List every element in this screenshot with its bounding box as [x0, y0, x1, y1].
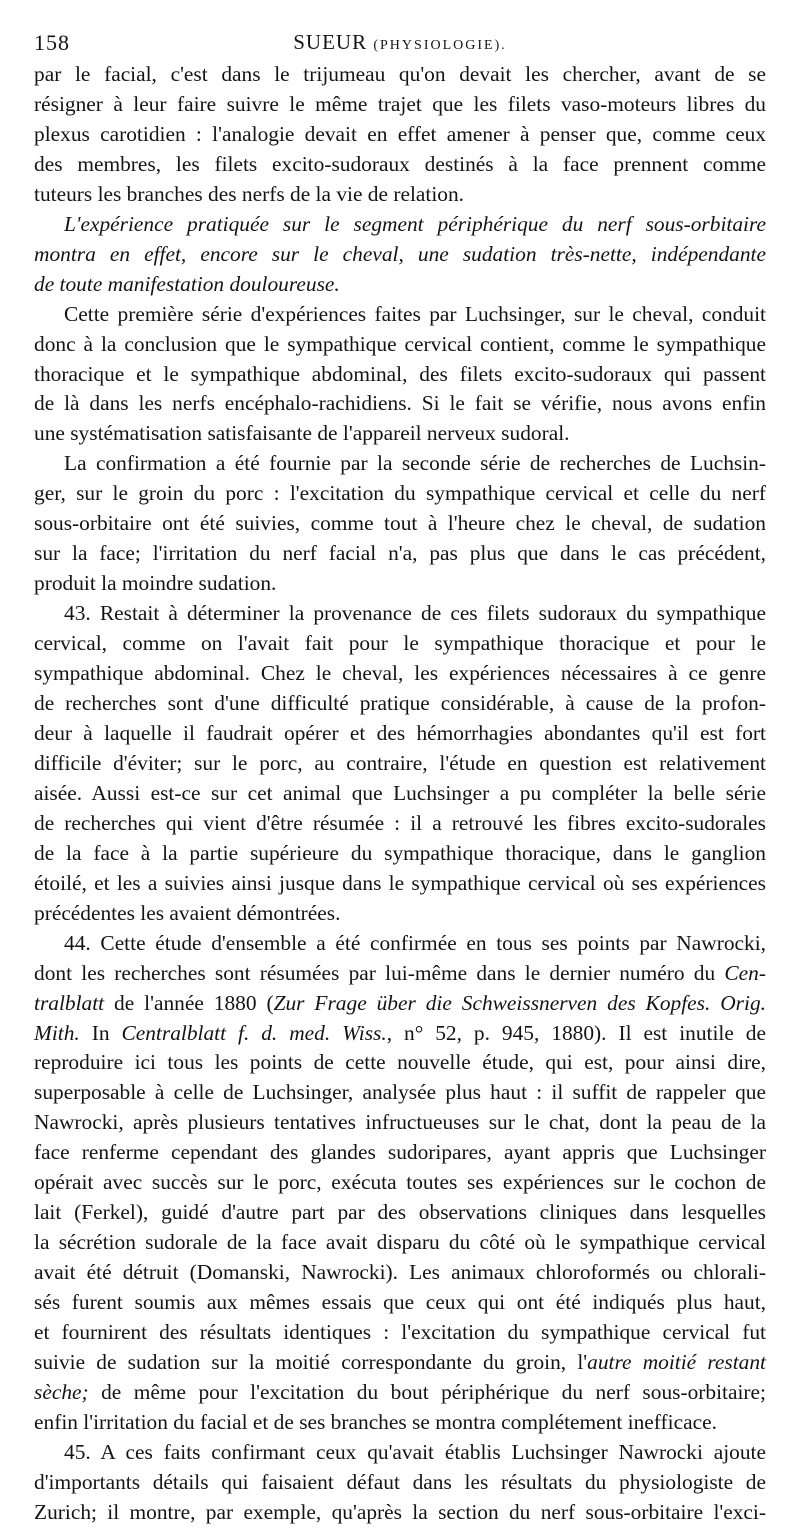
text-line: deur à laquelle il faudrait opérer et des hémorrhagies abondantes qu'il est fort: [34, 720, 766, 745]
paragraph-number: 45.: [64, 1439, 91, 1464]
text-span: Restait à déterminer la provenance de ces filets sudoraux du sympathique: [99, 601, 766, 626]
text-line: opérait avec succès sur le porc, exécuta toutes ses expériences sur le cochon de: [34, 1170, 766, 1195]
running-head-author: SUEUR: [293, 30, 368, 54]
text-span: de même pour l'excitation du bout périphérique du nerf sous-orbitaire;: [88, 1379, 766, 1404]
text-line: de recherches qui vient d'être résumée : il a retrouvé les fibres excito-sudorales: [34, 810, 766, 835]
text-line: résigner à leur faire suivre le même trajet que les filets vaso-moteurs libres du: [34, 91, 766, 116]
text-span: , n° 52, p. 945, 1880). Il est inutile de: [386, 1020, 766, 1045]
text-line: de toute manifestation douloureuse.: [34, 271, 340, 296]
paragraph-continuation: [34, 60, 766, 210]
text-line: [34, 959, 766, 989]
text-line: L'expérience pratiquée sur le segment périphérique du nerf sous-orbitaire: [64, 211, 766, 236]
text-line: aisée. Aussi est-ce sur cet animal que Luchsinger a pu compléter la belle série: [34, 780, 766, 805]
text-line: difficile d'éviter; sur le porc, au contraire, l'étude en question est relativement: [34, 750, 766, 775]
text-line: de là dans les nerfs encéphalo-rachidiens. Si le fait se vérifie, nous avons enfin: [34, 391, 766, 416]
paragraph-italic-experiment: [34, 210, 766, 300]
text-line: avait été détruit (Domanski, Nawrocki). Les animaux chloroformés ou chlorali-: [34, 1260, 766, 1285]
text-line: la sécrétion sudorale de la face avait disparu du côté où le sympathique cervical: [34, 1230, 766, 1255]
text-line: sous-orbitaire ont été suivies, comme tout à l'heure chez le cheval, de sudation: [34, 511, 766, 536]
text-span: de l'année 1880 (: [104, 990, 274, 1015]
text-line: [34, 599, 766, 629]
text-line: des membres, les filets excito-sudoraux destinés à la face prennent comme: [34, 151, 766, 176]
text-span: In: [79, 1020, 122, 1045]
text-line: ger, sur le groin du porc : l'excitation du sympathique cervical et celle du nerf: [34, 481, 766, 506]
text-line: produit la moindre sudation.: [34, 571, 277, 596]
text-line: de recherches sont d'une difficulté pratique considérable, à cause de la profon-: [34, 691, 766, 716]
italic-span: tralblatt: [34, 990, 105, 1015]
text-line: [34, 929, 766, 959]
italic-span: sèche;: [34, 1379, 89, 1404]
text-line: d'importants détails qui faisaient défaut dans les résultats du physiologiste de: [34, 1469, 766, 1494]
running-head: [34, 30, 766, 55]
text-line: reproduire ici tous les points de cette nouvelle étude, qui est, pour ainsi dire,: [34, 1050, 766, 1075]
text-line: sympathique abdominal. Chez le cheval, les expériences nécessaires à ce genre: [34, 661, 766, 686]
text-line: [34, 1378, 766, 1408]
text-line: sés furent soumis aux mêmes essais que ceux qui ont été indiqués plus haut,: [34, 1290, 766, 1315]
text-line: une systématisation satisfaisante de l'appareil nerveux sudoral.: [34, 421, 570, 446]
page-header: [34, 24, 766, 60]
text-line: Nawrocki, après plusieurs tentatives infructueuses sur le chat, dont la peau de la: [34, 1110, 766, 1135]
text-line: précédentes les avaient démontrées.: [34, 900, 341, 925]
text-line: superposable à celle de Luchsinger, analysée plus haut : il suffit de rappeler que: [34, 1080, 766, 1105]
citation-title: Zur Frage über die Schweissnerven des Kopfes. Orig.: [273, 990, 766, 1015]
text-line: thoracique et le sympathique abdominal, des filets excito-sudoraux qui passent: [34, 361, 766, 386]
text-line: tuteurs les branches des nerfs de la vie de relation.: [34, 181, 465, 206]
text-line: enfin l'irritation du facial et de ses branches se montra complétement inefficace.: [34, 1409, 717, 1434]
text-line: sur la face; l'irritation du nerf facial n'a, pas plus que dans le cas précédent,: [34, 541, 766, 566]
text-span: A ces faits confirmant ceux qu'avait établis Luchsinger Nawrocki ajoute: [100, 1439, 766, 1464]
journal-title: Centralblatt f. d. med. Wiss.: [121, 1020, 387, 1045]
paragraph-confirmation: [34, 449, 766, 599]
text-line: et fournirent des résultats identiques : l'excitation du sympathique cervical fut: [34, 1320, 766, 1345]
text-line: lait (Ferkel), guidé d'autre part par des observations cliniques dans lesquelles: [34, 1200, 766, 1225]
text-span: dont les recherches sont résumées par lui-même dans le dernier numéro du: [34, 960, 725, 985]
text-line: [34, 1348, 766, 1378]
text-line: par le facial, c'est dans le trijumeau qu'on devait les chercher, avant de se: [34, 62, 766, 86]
paragraph-43: [34, 599, 766, 928]
italic-span: autre moitié restant: [587, 1349, 766, 1374]
text-line: plexus carotidien : l'analogie devait en effet amener à penser que, comme ceux: [34, 121, 766, 146]
running-head-section: (PHYSIOLOGIE).: [373, 38, 507, 53]
text-line: [34, 1438, 766, 1468]
paragraph-number: 43.: [64, 601, 91, 626]
paragraph-44: [34, 929, 766, 1438]
paragraph-45: [34, 1438, 766, 1528]
text-line: face renferme cependant des glandes sudoripares, ayant appris que Luchsinger: [34, 1140, 766, 1165]
text-line: La confirmation a été fournie par la seconde série de recherches de Luchsin-: [64, 451, 766, 476]
text-line: cervical, comme on l'avait fait pour le sympathique thoracique et pour le: [34, 631, 766, 656]
text-line: Zurich; il montre, par exemple, qu'après la section du nerf sous-orbitaire l'exci-: [34, 1499, 766, 1524]
page-number: 158: [34, 30, 70, 55]
text-line: [34, 1019, 766, 1049]
paragraph-conclusion: [34, 300, 766, 450]
text-line: étoilé, et les a suivies ainsi jusque dans le sympathique cervical où ses expériences: [34, 870, 766, 895]
body-text: [34, 60, 766, 1528]
text-span: suivie de sudation sur la moitié correspondante du groin, l': [34, 1349, 588, 1374]
text-line: donc à la conclusion que le sympathique cervical contient, comme le sympathique: [34, 331, 766, 356]
text-line: Cette première série d'expériences faites par Luchsinger, sur le cheval, conduit: [64, 301, 766, 326]
text-span: Cette étude d'ensemble a été confirmée en tous ses points par Nawrocki,: [100, 930, 766, 955]
text-line: de la face à la partie supérieure du sympathique thoracique, dans le ganglion: [34, 840, 766, 865]
paragraph-number: 44.: [64, 930, 91, 955]
italic-span: Mith.: [34, 1020, 80, 1045]
italic-span: Cen-: [724, 960, 766, 985]
text-line: montra en effet, encore sur le cheval, une sudation très-nette, indépendante: [34, 241, 766, 266]
text-line: [34, 989, 766, 1019]
